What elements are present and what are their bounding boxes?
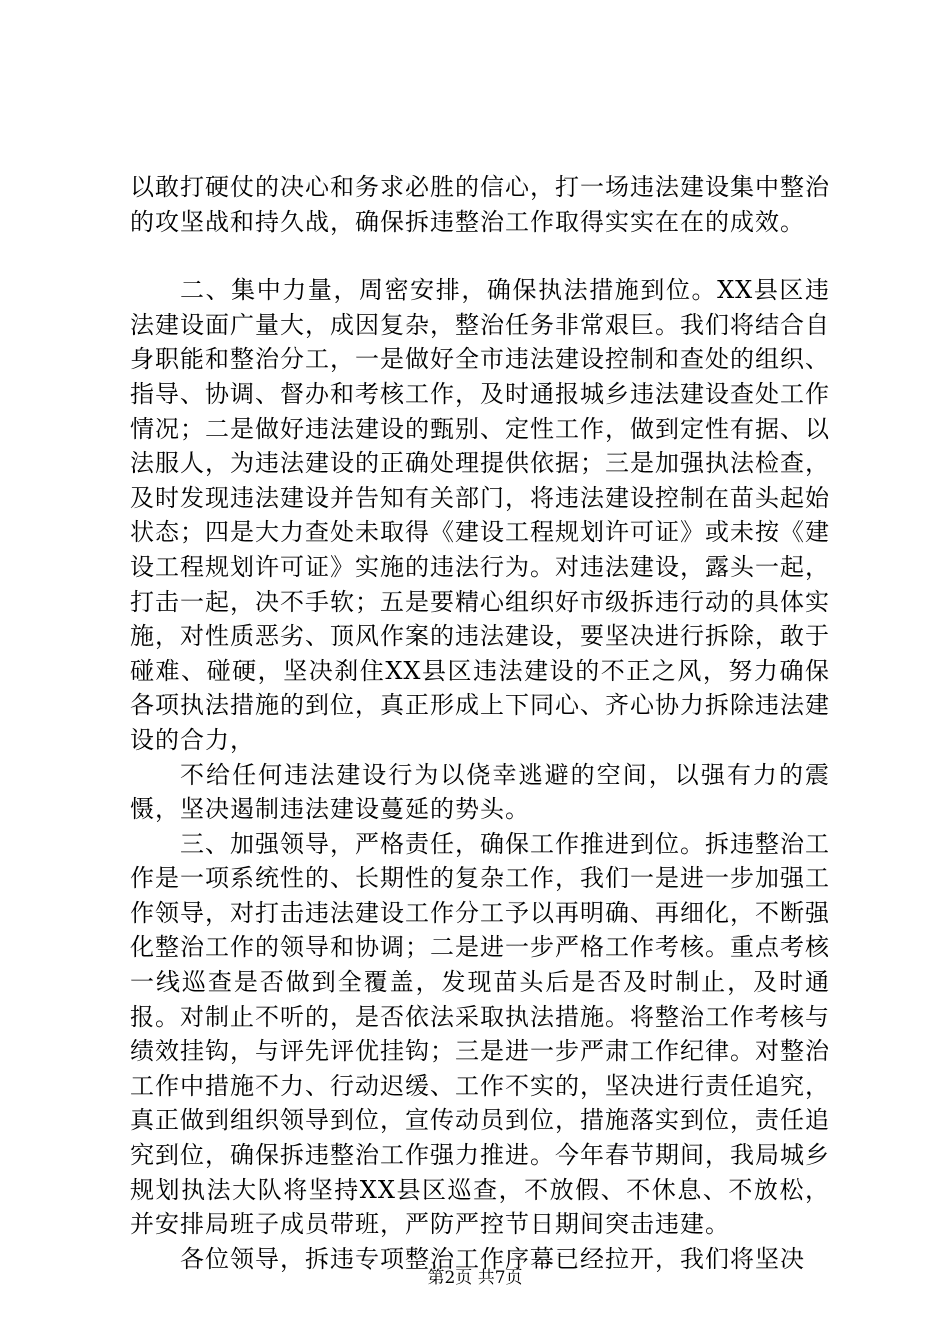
document-body (130, 170, 830, 1276)
paragraph-closing: 各位领导，拆违专项整治工作序幕已经拉开，我们将坚决 (180, 1244, 805, 1273)
paragraph-section-two: 二、集中力量，周密安排，确保执法措施到位。XX县区违法建设面广量大，成因复杂，整治任务非常艰巨。我们将结合自身职能和整治分工，一是做好全市违法建设控制和查处的组织、指导、协调、督办和考核工作，及时通报城乡违法建设查处工作情况；二是做好违法建设的甄别、定性工作，做到定性有据、以法服人，为违法建设的正确处理提供依据；三是加强执法检查，及时发现违法建设并告知有关部门，将违法建设控制在苗头起始状态；四是大力查处未取得《建设工程规划许可证》或未按《建设工程规划许可证》实施的违法行为。对违法建设，露头一起，打击一起，决不手软；五是要精心组织好市级拆违行动的具体实施，对性质恶劣、顶风作案的违法建设，要坚决进行拆除，敢于碰难、碰硬，坚决刹住XX县区违法建设的不正之风，努力确保各项执法措施的到位，真正形成上下同心、齐心协力拆除违法建设的合力， (130, 276, 830, 754)
page-number-footer: 第2页 共7页 (427, 1268, 523, 1288)
paragraph-spacer (130, 239, 830, 273)
paragraph-continuation: 以敢打硬仗的决心和务求必胜的信心，打一场违法建设集中整治的攻坚战和持久战，确保拆违整治工作取得实实在在的成效。 (130, 173, 830, 236)
paragraph-deterrence: 不给任何违法建设行为以侥幸逃避的空间，以强有力的震慑，坚决遏制违法建设蔓延的势头。 (130, 760, 830, 824)
paragraph-section-three: 三、加强领导，严格责任，确保工作推进到位。拆违整治工作是一项系统性的、长期性的复杂工作，我们一是进一步加强工作领导，对打击违法建设工作分工予以再明确、再细化，不断强化整治工作的领导和协调；二是进一步严格工作考核。重点考核一线巡查是否做到全覆盖，发现苗头后是否及时制止，及时通报。对制止不听的，是否依法采取执法措施。将整治工作考核与绩效挂钩，与评先评优挂钩；三是进一步严肃工作纪律。对整治工作中措施不力、行动迟缓、工作不实的，坚决进行责任追究，真正做到组织领导到位，宣传动员到位，措施落实到位，责任追究到位，确保拆违整治工作强力推进。今年春节期间，我局城乡规划执法大队将坚持XX县区巡查，不放假、不休息、不放松，并安排局班子成员带班，严防严控节日期间突击违建。 (130, 829, 830, 1239)
